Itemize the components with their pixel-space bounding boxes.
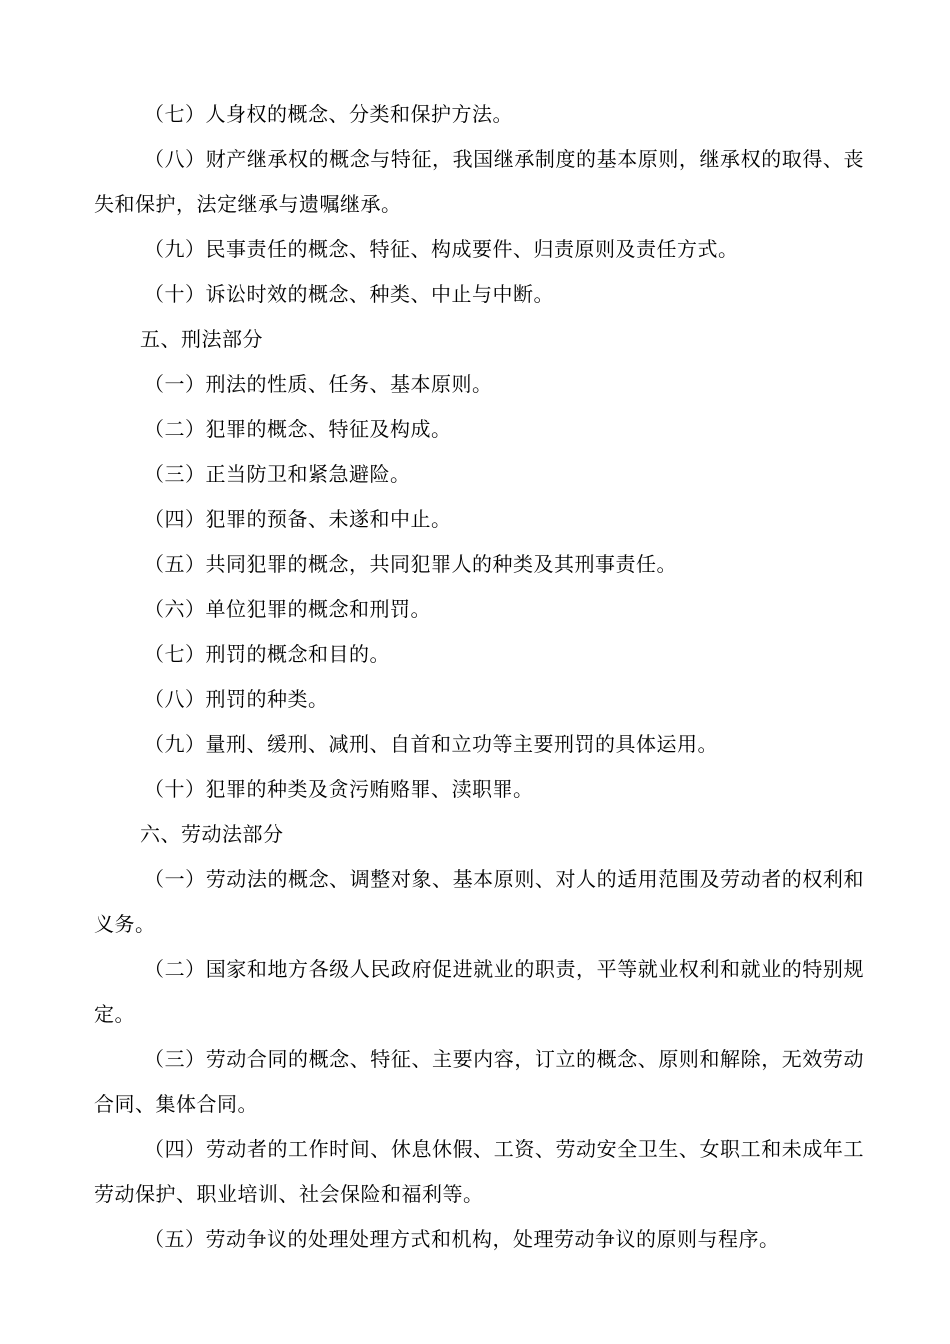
list-item: （七）人身权的概念、分类和保护方法。 bbox=[144, 102, 513, 126]
list-item: （八）财产继承权的概念与特征，我国继承制度的基本原则，继承权的取得、丧失和保护，法定继承与遗嘱继承。 bbox=[94, 147, 864, 216]
list-item: （五）共同犯罪的概念，共同犯罪人的种类及其刑事责任。 bbox=[144, 552, 677, 576]
list-item: （三）正当防卫和紧急避险。 bbox=[144, 462, 411, 486]
list-item: （七）刑罚的概念和目的。 bbox=[144, 642, 390, 666]
list-item: （十）犯罪的种类及贪污贿赂罪、渎职罪。 bbox=[144, 777, 534, 801]
list-item: （三）劳动合同的概念、特征、主要内容，订立的概念、原则和解除，无效劳动合同、集体合同。 bbox=[94, 1047, 864, 1116]
list-item: （一）刑法的性质、任务、基本原则。 bbox=[144, 372, 493, 396]
list-item: （二）犯罪的概念、特征及构成。 bbox=[144, 417, 452, 441]
list-item: （八）刑罚的种类。 bbox=[144, 687, 329, 711]
list-item: （十）诉讼时效的概念、种类、中止与中断。 bbox=[144, 282, 554, 306]
list-item: （五）劳动争议的处理处理方式和机构，处理劳动争议的原则与程序。 bbox=[144, 1227, 780, 1251]
list-item: （六）单位犯罪的概念和刑罚。 bbox=[144, 597, 431, 621]
list-item: （九）民事责任的概念、特征、构成要件、归责原则及责任方式。 bbox=[144, 237, 739, 261]
list-item: （四）劳动者的工作时间、休息休假、工资、劳动安全卫生、女职工和未成年工劳动保护、职业培训、社会保险和福利等。 bbox=[94, 1137, 864, 1206]
section-heading: 五、刑法部分 bbox=[140, 327, 263, 351]
list-item: （四）犯罪的预备、未遂和中止。 bbox=[144, 507, 452, 531]
list-item: （九）量刑、缓刑、减刑、自首和立功等主要刑罚的具体运用。 bbox=[144, 732, 718, 756]
list-item: （一）劳动法的概念、调整对象、基本原则、对人的适用范围及劳动者的权利和义务。 bbox=[94, 867, 864, 936]
document-body bbox=[94, 92, 864, 1262]
list-item: （二）国家和地方各级人民政府促进就业的职责，平等就业权利和就业的特别规定。 bbox=[94, 957, 864, 1026]
section-heading: 六、劳动法部分 bbox=[140, 822, 284, 846]
